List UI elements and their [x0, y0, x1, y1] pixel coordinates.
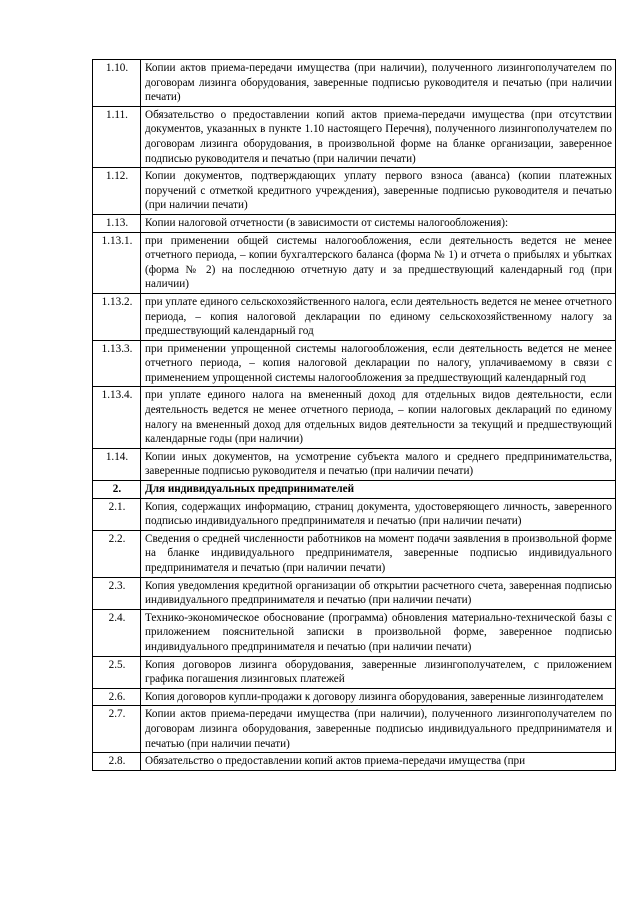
table-row [93, 232, 616, 293]
item-text: Копии иных документов, на усмотрение субъекта малого и среднего предпринимательства, заверенные подписью руководителя и печатью (при наличии печати) [141, 448, 616, 480]
item-text: Копия уведомления кредитной организации об открытии расчетного счета, заверенная подписью индивидуального предпринимателя и печатью (при наличии печати) [141, 577, 616, 609]
table-row [93, 448, 616, 480]
table-row [93, 609, 616, 656]
item-number: 1.13.4. [93, 387, 141, 448]
table-row [93, 706, 616, 753]
item-text: Копии актов приема-передачи имущества (при наличии), полученного лизингополучателем по договорам лизинга оборудования, заверенные подписью индивидуального предпринимателя и печатью (при наличии печати) [141, 706, 616, 753]
item-number: 1.13.3. [93, 340, 141, 387]
item-number: 1.11. [93, 106, 141, 167]
item-number: 1.13.1. [93, 232, 141, 293]
item-number: 2.2. [93, 530, 141, 577]
table-row [93, 60, 616, 107]
table-row [93, 168, 616, 215]
item-number: 2. [93, 481, 141, 499]
item-number: 2.4. [93, 609, 141, 656]
requirements-table-body [93, 60, 616, 771]
table-row [93, 498, 616, 530]
requirements-table [92, 59, 616, 771]
item-text: при применении упрощенной системы налогообложения, если деятельность ведется не менее отчетного периода, – копия налоговой декларации по налогу, уплачиваемому в связи с применением упрощенной системы налогообложения за предшествующий календарный год [141, 340, 616, 387]
item-text: при уплате единого сельскохозяйственного налога, если деятельность ведется не менее отчетного периода, – копия налоговой декларации по единому сельскохозяйственному налогу за предшествующий календарный год [141, 293, 616, 340]
table-row [93, 214, 616, 232]
item-text: Копии документов, подтверждающих уплату первого взноса (аванса) (копии платежных поручений с отметкой кредитного учреждения), заверенные подписью руководителя и печатью (при наличии печати) [141, 168, 616, 215]
table-row [93, 656, 616, 688]
item-text: Копии налоговой отчетности (в зависимости от системы налогообложения): [141, 214, 616, 232]
section-header-row [93, 481, 616, 499]
item-number: 2.5. [93, 656, 141, 688]
table-row [93, 340, 616, 387]
item-text: Обязательство о предоставлении копий актов приема-передачи имущества (при отсутствии документов, указанных в пункте 1.10 настоящего Перечня), полученного лизингополучателем по договорам лизинга оборудования, в произвольной форме на бланке организации, заверенное подписью руководителя и печатью (при наличии печати) [141, 106, 616, 167]
item-text: Обязательство о предоставлении копий актов приема-передачи имущества (при [141, 753, 616, 771]
item-number: 2.1. [93, 498, 141, 530]
item-number: 1.13.2. [93, 293, 141, 340]
item-text: при применении общей системы налогообложения, если деятельность ведется не менее отчетного периода, – копии бухгалтерского баланса (форма № 1) и отчета о прибылях и убытках (форма № 2) на последнюю отчетную дату и за предшествующий календарный год (при наличии) [141, 232, 616, 293]
item-text: Копия договоров лизинга оборудования, заверенные лизингополучателем, с приложением графика погашения лизинговых платежей [141, 656, 616, 688]
item-text: Копия договоров купли-продажи к договору лизинга оборудования, заверенные лизингодателем [141, 688, 616, 706]
item-number: 2.7. [93, 706, 141, 753]
item-text: Сведения о средней численности работников на момент подачи заявления в произвольной форме на бланке индивидуального предпринимателя, заверенные подписью индивидуального предпринимателя и печатью (при наличии печати) [141, 530, 616, 577]
item-number: 2.8. [93, 753, 141, 771]
item-number: 2.3. [93, 577, 141, 609]
table-row [93, 293, 616, 340]
item-text: Технико-экономическое обоснование (программа) обновления материально-технической базы с приложением пояснительной записки в произвольной форме, заверенное подписью индивидуального предпринимателя и печатью (при наличии печати) [141, 609, 616, 656]
table-row [93, 530, 616, 577]
table-row [93, 106, 616, 167]
section-title: Для индивидуальных предпринимателей [141, 481, 616, 499]
item-number: 1.12. [93, 168, 141, 215]
item-number: 1.13. [93, 214, 141, 232]
table-row [93, 753, 616, 771]
item-number: 1.14. [93, 448, 141, 480]
item-text: Копии актов приема-передачи имущества (при наличии), полученного лизингополучателем по договорам лизинга оборудования, заверенные подписью руководителя и печатью (при наличии печати) [141, 60, 616, 107]
item-text: Копия, содержащих информацию, страниц документа, удостоверяющего личность, заверенного подписью индивидуального предпринимателя и печатью (при наличии печати) [141, 498, 616, 530]
table-row [93, 387, 616, 448]
table-row [93, 688, 616, 706]
table-row [93, 577, 616, 609]
item-number: 2.6. [93, 688, 141, 706]
item-number: 1.10. [93, 60, 141, 107]
item-text: при уплате единого налога на вмененный доход для отдельных видов деятельности, если деятельность ведется не менее отчетного периода, – копии налоговых деклараций по единому налогу на вмененный доход для отдельных видов деятельности за текущий и предшествующий календарные годы (при наличии) [141, 387, 616, 448]
